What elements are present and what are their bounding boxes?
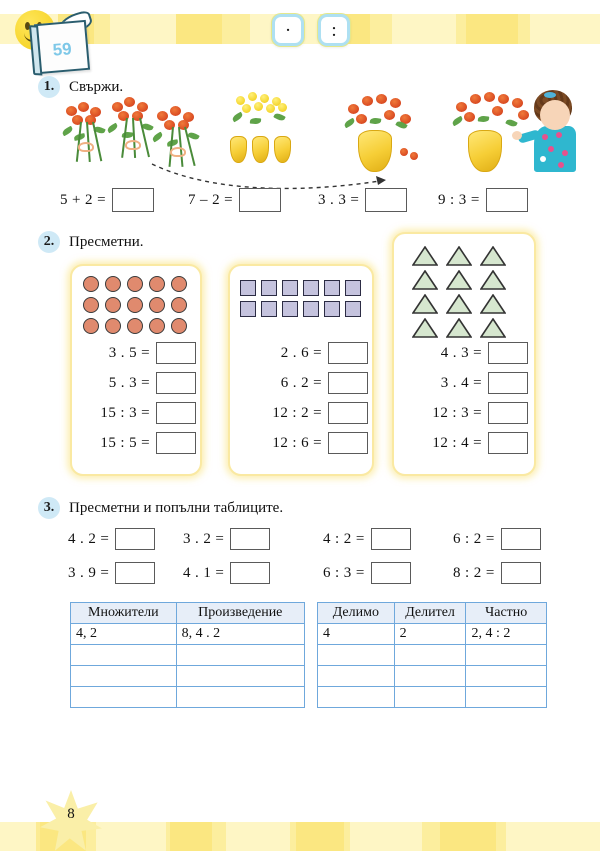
table-row: [318, 624, 547, 645]
table-row: [71, 645, 305, 666]
exercise-2-panel-squares: [228, 264, 374, 476]
equation-expression: 5 + 2 =: [60, 191, 106, 208]
table-cell[interactable]: [466, 645, 547, 666]
equation-item: [76, 432, 196, 454]
exercise-1-title: Свържи.: [69, 78, 124, 95]
answer-box[interactable]: [488, 372, 528, 394]
exercise-2-title: Пресметни.: [69, 233, 144, 250]
table-cell[interactable]: [176, 687, 304, 708]
equation-item: [453, 562, 541, 584]
multiplication-badge: ·: [272, 14, 304, 46]
equation-expression: 12 : 3 =: [432, 404, 482, 421]
panel-squares-equations: [244, 342, 368, 454]
equation-expression: 4 : 2 =: [323, 530, 365, 547]
equation-item: [406, 372, 528, 394]
exercise-2-panel-circles: [70, 264, 202, 476]
equation-item: [406, 432, 528, 454]
column-header-divisor: Делител: [394, 603, 466, 624]
table-cell[interactable]: 8, 4 . 2: [176, 624, 304, 645]
equation-item: [76, 342, 196, 364]
equation-item: [438, 188, 528, 212]
table-row: [71, 687, 305, 708]
table-cell[interactable]: [318, 666, 395, 687]
operator-badges: [272, 14, 350, 46]
equation-item: [60, 188, 188, 212]
answer-box[interactable]: [156, 402, 196, 424]
answer-box[interactable]: [371, 562, 411, 584]
equation-expression: 6 . 2 =: [280, 374, 322, 391]
table-cell[interactable]: [394, 687, 466, 708]
column-header-quotient: Частно: [466, 603, 547, 624]
equation-expression: 4 . 2 =: [68, 530, 110, 547]
equation-item: [68, 528, 183, 550]
equation-expression: 2 . 6 =: [280, 344, 322, 361]
table-cell[interactable]: 4, 2: [71, 624, 177, 645]
mascot-smiley-with-book: [14, 8, 100, 76]
answer-box[interactable]: [115, 562, 155, 584]
equation-item: [183, 562, 323, 584]
equation-expression: 3 . 2 =: [183, 530, 225, 547]
answer-box[interactable]: [328, 372, 368, 394]
table-cell[interactable]: [71, 687, 177, 708]
equation-item: [406, 402, 528, 424]
answer-box[interactable]: [328, 402, 368, 424]
table-row: [318, 687, 547, 708]
exercise-3-equations-row-1: [68, 528, 578, 550]
equation-item: [76, 402, 196, 424]
answer-box[interactable]: [156, 342, 196, 364]
equation-expression: 9 : 3 =: [438, 191, 480, 208]
equation-expression: 3 . 4 =: [440, 374, 482, 391]
division-table[interactable]: [317, 602, 547, 708]
equation-expression: 12 : 6 =: [272, 434, 322, 451]
equation-expression: 4 . 1 =: [183, 564, 225, 581]
exercise-1-equations: [60, 188, 580, 212]
equation-expression: 4 . 3 =: [440, 344, 482, 361]
girl-hairbow: [544, 92, 556, 98]
exercise-3-heading: [38, 497, 283, 519]
page-number: 8: [67, 806, 75, 822]
equation-item: [244, 432, 368, 454]
exercise-3-equations-row-2: [68, 562, 578, 584]
table-cell[interactable]: [318, 645, 395, 666]
table-row: [71, 666, 305, 687]
table-cell[interactable]: [466, 666, 547, 687]
table-cell[interactable]: [176, 645, 304, 666]
answer-box[interactable]: [501, 528, 541, 550]
equation-item: [68, 562, 183, 584]
equation-expression: 8 : 2 =: [453, 564, 495, 581]
equation-item: [188, 188, 318, 212]
answer-box[interactable]: [365, 188, 407, 212]
equation-expression: 3 . 3 =: [318, 191, 360, 208]
equation-item: [76, 372, 196, 394]
equation-item: [244, 342, 368, 364]
equation-item: [183, 528, 323, 550]
table-cell[interactable]: 2, 4 : 2: [466, 624, 547, 645]
lesson-book-icon: [34, 20, 90, 74]
exercise-2-heading: [38, 231, 144, 253]
division-badge: :: [318, 14, 350, 46]
equation-expression: 6 : 2 =: [453, 530, 495, 547]
answer-box[interactable]: [112, 188, 154, 212]
answer-box[interactable]: [328, 342, 368, 364]
answer-box[interactable]: [488, 432, 528, 454]
equation-expression: 15 : 5 =: [100, 434, 150, 451]
multiplication-table[interactable]: [70, 602, 305, 708]
column-header-factors: Множители: [71, 603, 177, 624]
equation-item: [323, 528, 453, 550]
equation-expression: 7 – 2 =: [188, 191, 234, 208]
answer-box[interactable]: [230, 528, 270, 550]
equation-expression: 3 . 5 =: [108, 344, 150, 361]
girl-body: [534, 126, 576, 172]
answer-box[interactable]: [156, 432, 196, 454]
exercise-2-number: 2.: [38, 231, 60, 253]
lesson-number: 59: [51, 39, 73, 60]
answer-box[interactable]: [488, 402, 528, 424]
table-header-row: [318, 603, 547, 624]
answer-box[interactable]: [501, 562, 541, 584]
equation-expression: 3 . 9 =: [68, 564, 110, 581]
table-cell[interactable]: [466, 687, 547, 708]
table-row: [318, 645, 547, 666]
table-cell[interactable]: [394, 666, 466, 687]
column-header-dividend: Делимо: [318, 603, 395, 624]
table-cell[interactable]: 2: [394, 624, 466, 645]
equation-item: [244, 372, 368, 394]
table-row: [318, 666, 547, 687]
answer-box[interactable]: [486, 188, 528, 212]
equation-item: [323, 562, 453, 584]
answer-box[interactable]: [488, 342, 528, 364]
panel-circles-equations: [76, 342, 196, 454]
equation-expression: 5 . 3 =: [108, 374, 150, 391]
table-cell[interactable]: [176, 666, 304, 687]
exercise-3-number: 3.: [38, 497, 60, 519]
answer-box[interactable]: [230, 562, 270, 584]
answer-box[interactable]: [156, 372, 196, 394]
panel-triangles-equations: [406, 342, 528, 454]
table-cell[interactable]: 4: [318, 624, 395, 645]
exercise-1-number: 1.: [38, 76, 60, 98]
illustration-girl-with-flowers: [452, 88, 580, 172]
table-row: [71, 624, 305, 645]
girl-head: [540, 100, 570, 130]
equation-item: [318, 188, 438, 212]
equation-item: [244, 402, 368, 424]
equation-expression: 12 : 4 =: [432, 434, 482, 451]
equation-item: [453, 528, 541, 550]
equation-expression: 12 : 2 =: [272, 404, 322, 421]
table-cell[interactable]: [71, 645, 177, 666]
answer-box[interactable]: [328, 432, 368, 454]
equation-expression: 6 : 3 =: [323, 564, 365, 581]
exercise-3-title: Пресметни и попълни таблиците.: [69, 499, 284, 516]
table-cell[interactable]: [71, 666, 177, 687]
equation-expression: 15 : 3 =: [100, 404, 150, 421]
exercise-2-panel-triangles: [392, 232, 536, 476]
equation-item: [406, 342, 528, 364]
answer-box[interactable]: [115, 528, 155, 550]
column-header-product: Произведение: [176, 603, 304, 624]
table-cell[interactable]: [318, 687, 395, 708]
table-cell[interactable]: [394, 645, 466, 666]
answer-box[interactable]: [239, 188, 281, 212]
table-header-row: [71, 603, 305, 624]
answer-box[interactable]: [371, 528, 411, 550]
